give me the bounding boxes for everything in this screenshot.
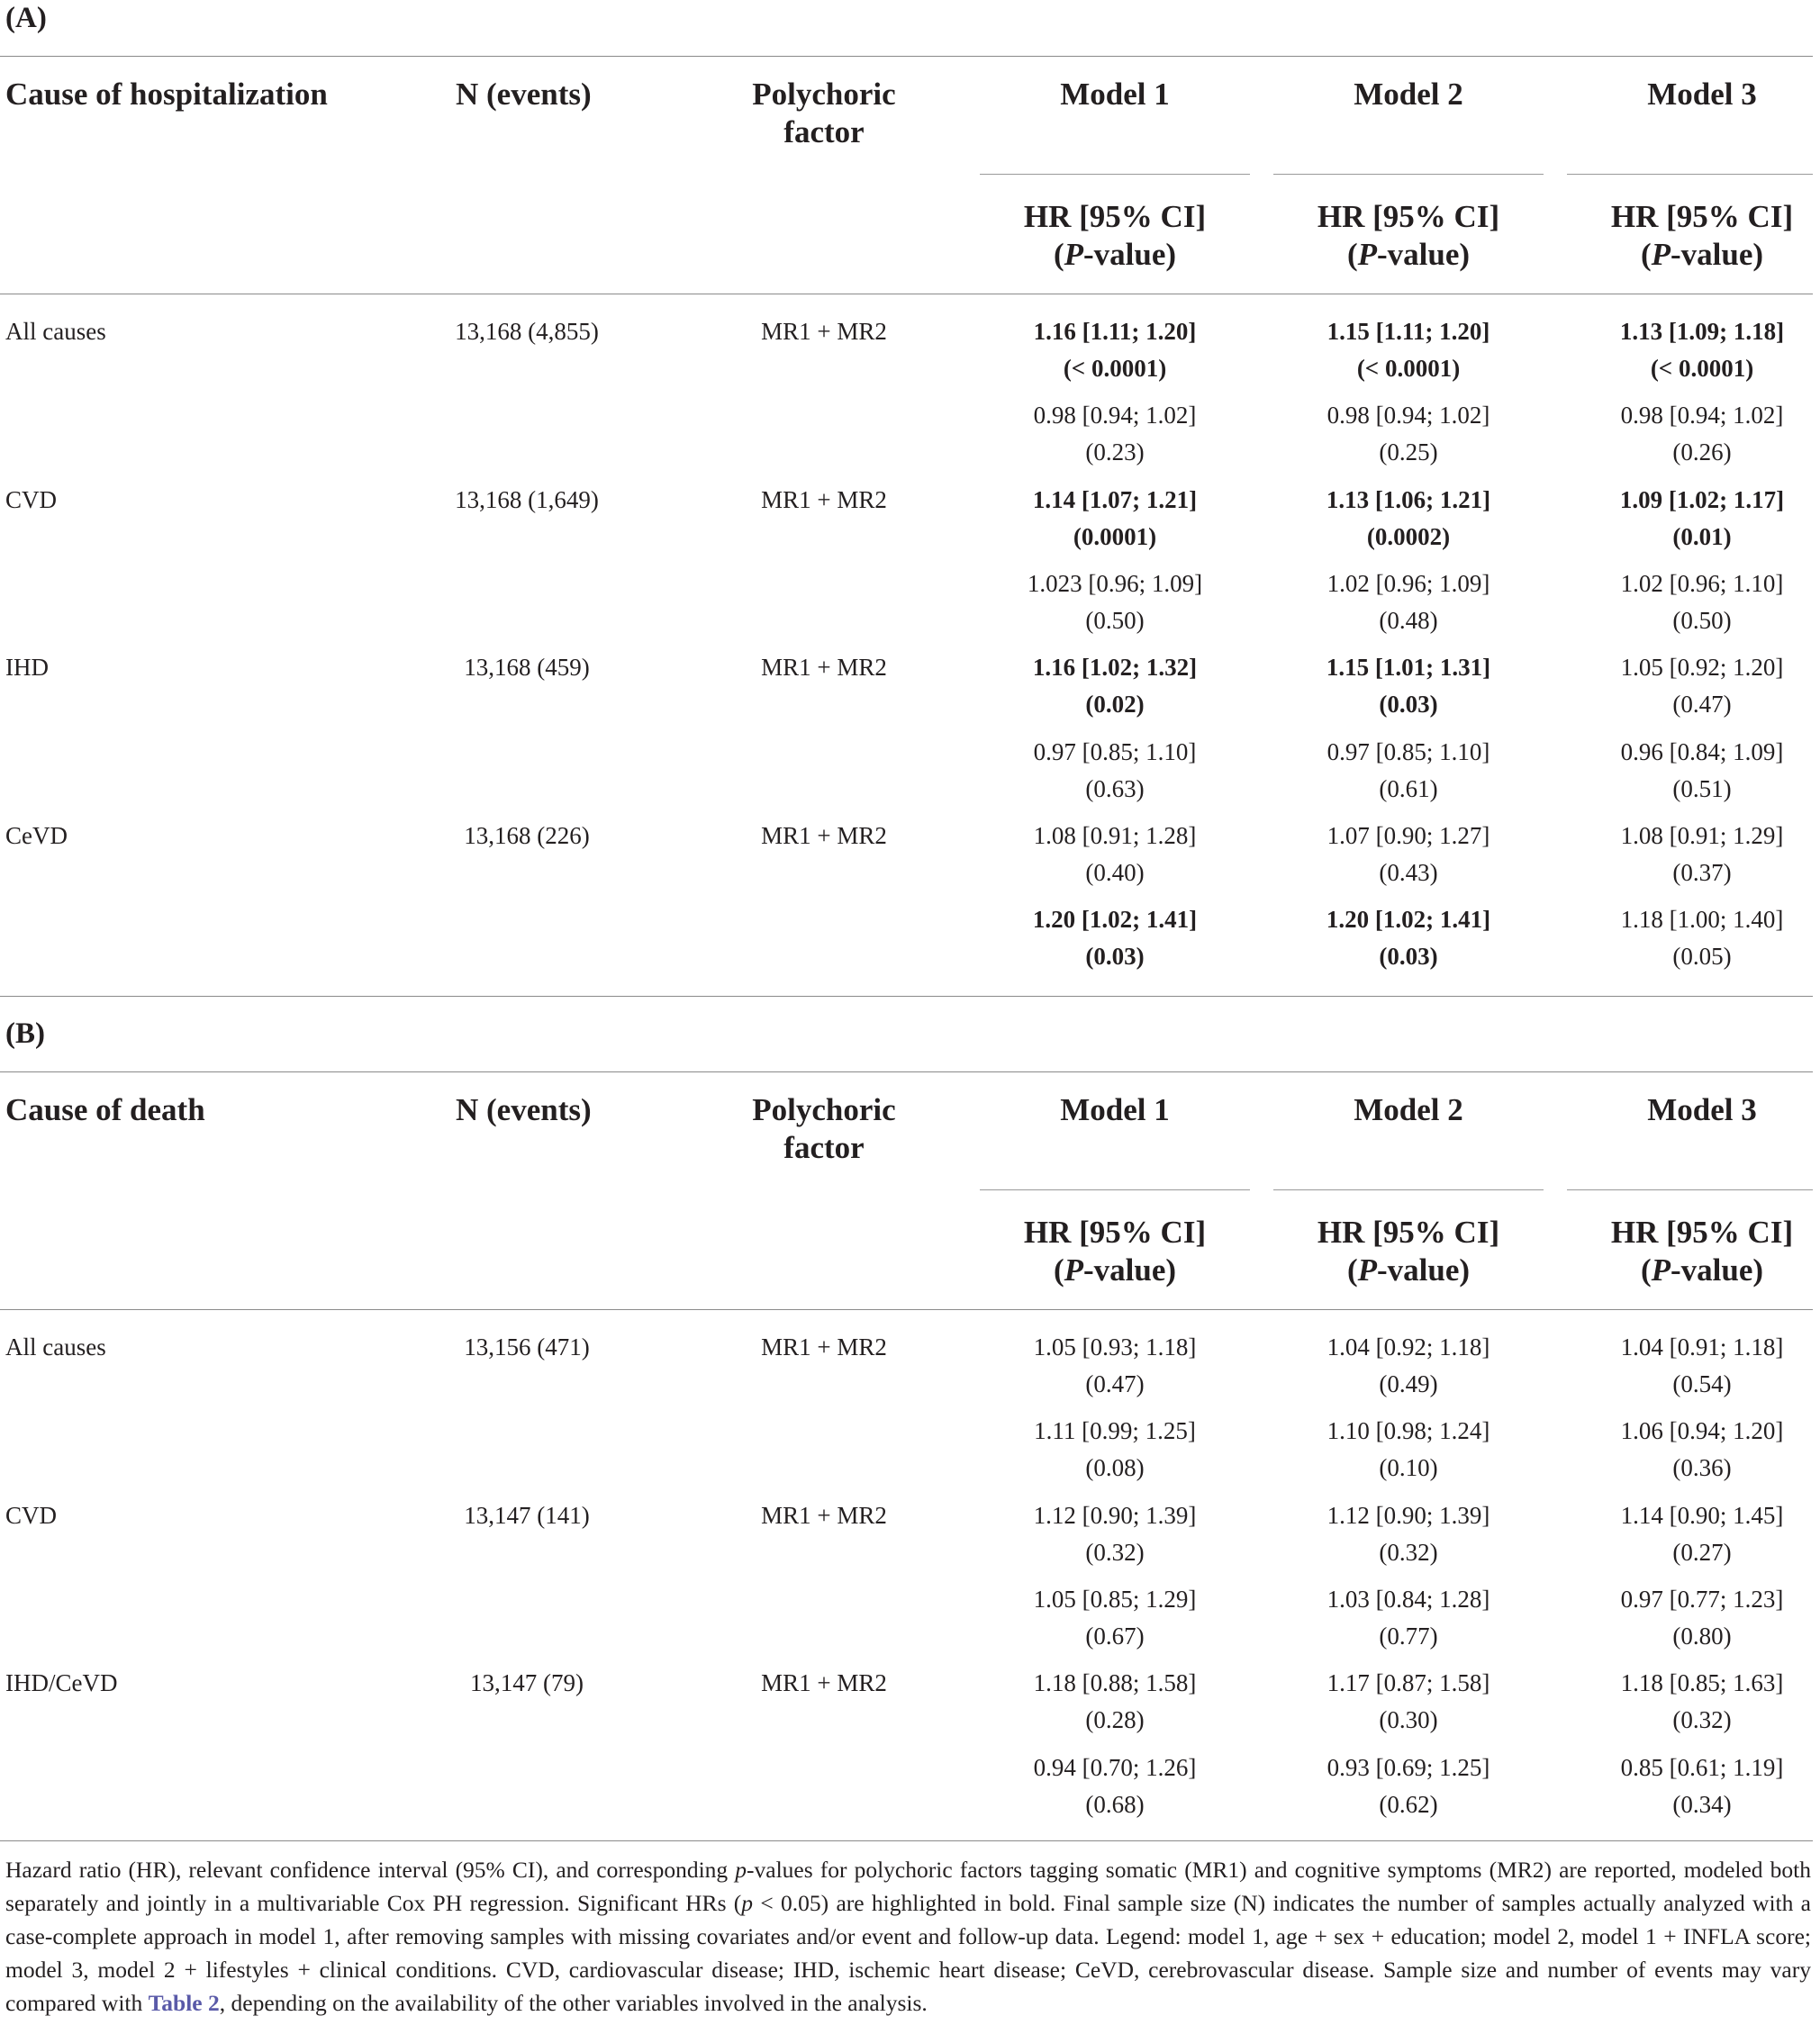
hr-value: 1.17 [0.87; 1.58]: [1327, 1669, 1490, 1697]
p-value: (0.30): [1379, 1706, 1438, 1734]
col-header-model-1-b: Model 1: [1060, 1092, 1170, 1127]
cell-model-3: [1567, 818, 1820, 891]
cell-model-2: [1273, 1329, 1544, 1403]
hr-value: 1.02 [0.96; 1.10]: [1620, 569, 1784, 597]
cell-n-events: 13,168 (459): [464, 654, 590, 682]
table-row: [0, 565, 1820, 650]
cell-factor: MR1 + MR2: [761, 1501, 887, 1529]
p-value: (0.03): [1085, 943, 1145, 971]
hr-value: 1.03 [0.84; 1.28]: [1327, 1585, 1490, 1613]
p-value: (0.05): [1672, 943, 1732, 971]
cell-model-2: [1273, 1581, 1544, 1655]
hr-value: 1.023 [0.96; 1.09]: [1027, 569, 1203, 597]
cell-model-1: [980, 1581, 1250, 1655]
p-value: (0.61): [1379, 774, 1438, 802]
table-row: [0, 1665, 1820, 1749]
cell-model-1: [980, 1497, 1250, 1571]
subheader-model-1: HR [95% CI] (P-value): [1023, 199, 1207, 272]
hr-value: 0.97 [0.77; 1.23]: [1620, 1585, 1784, 1613]
hr-value: 1.14 [0.90; 1.45]: [1620, 1501, 1784, 1529]
cell-n-events: 13,156 (471): [464, 1333, 590, 1361]
cell-model-2: [1273, 313, 1544, 387]
hr-value: 1.14 [1.07; 1.21]: [1032, 485, 1198, 513]
cell-model-2: [1273, 649, 1544, 723]
subheader-model-3-b: HR [95% CI] (P-value): [1610, 1215, 1794, 1288]
cell-factor: MR1 + MR2: [761, 1333, 887, 1361]
hr-value: 1.04 [0.92; 1.18]: [1327, 1333, 1490, 1361]
cell-model-2: [1273, 1413, 1544, 1487]
hr-value: 1.15 [1.11; 1.20]: [1327, 318, 1490, 345]
section-b-label: (B): [5, 1017, 45, 1050]
hr-value: 1.15 [1.01; 1.31]: [1326, 654, 1491, 682]
section-b-header-rule: [0, 1309, 1813, 1310]
cell-cause: All causes: [5, 1333, 106, 1361]
p-value: (0.36): [1672, 1454, 1732, 1482]
cell-model-2: [1273, 1497, 1544, 1571]
hr-value: 1.05 [0.93; 1.18]: [1033, 1333, 1197, 1361]
p-value: (0.01): [1672, 522, 1732, 550]
cell-model-3: [1567, 565, 1820, 639]
table-row: [0, 734, 1820, 818]
p-value: (0.32): [1672, 1706, 1732, 1734]
col-header-model-2-b: Model 2: [1354, 1092, 1463, 1127]
hr-value: 1.18 [0.88; 1.58]: [1033, 1669, 1197, 1697]
hr-value: 1.11 [0.99; 1.25]: [1034, 1417, 1196, 1445]
p-value: (0.08): [1085, 1454, 1145, 1482]
cell-model-2: [1273, 482, 1544, 556]
cell-model-3: [1567, 649, 1820, 723]
hr-value: 1.20 [1.02; 1.41]: [1326, 906, 1491, 934]
table-footnote: Hazard ratio (HR), relevant confidence interval (95% CI), and corresponding p-values for polychoric factors tagging somatic (MR1) and cognitive symptoms (MR2) are reported, modeled both separately and jointly in a multivariable Cox PH regression. Significant HRs (p < 0.05) are highlighted in bold. Final sample size (N) indicates the number of samples actually analyzed with a case-complete approach in model 1, after removing samples with missing covariates and/or event and follow-up data. Legend: model 1, age + sex + education; model 2, model 1 + INFLA score; model 3, model 2 + lifestyles + clinical conditions. CVD, cardiovascular disease; IHD, ischemic heart disease; CeVD, cerebrovascular disease. Sample size and number of events may vary compared with Table 2, depending on the availability of the other variables involved in the analysis.: [5, 1857, 1811, 2016]
table-row: [0, 1413, 1820, 1497]
hr-value: 1.04 [0.91; 1.18]: [1620, 1333, 1784, 1361]
p-value: (0.32): [1085, 1538, 1145, 1566]
table-row: [0, 1329, 1820, 1414]
hr-value: 1.05 [0.92; 1.20]: [1620, 654, 1784, 682]
cell-model-1: [980, 1665, 1250, 1739]
hr-value: 1.02 [0.96; 1.09]: [1327, 569, 1490, 597]
p-value: (0.77): [1379, 1622, 1438, 1650]
hr-value: 1.12 [0.90; 1.39]: [1327, 1501, 1490, 1529]
section-b-bottom-rule: [0, 1840, 1813, 1841]
hr-value: 0.93 [0.69; 1.25]: [1327, 1753, 1490, 1781]
cell-cause: IHD: [5, 654, 49, 682]
hr-value: 1.18 [1.00; 1.40]: [1620, 906, 1784, 934]
model-3-rule: [1567, 174, 1813, 175]
hr-value: 1.08 [0.91; 1.28]: [1033, 821, 1197, 849]
cell-model-3: [1567, 901, 1820, 975]
hr-value: 1.20 [1.02; 1.41]: [1032, 906, 1198, 934]
cell-model-2: [1273, 397, 1544, 471]
p-value: (0.43): [1379, 858, 1438, 886]
cell-model-2: [1273, 901, 1544, 975]
cell-model-1: [980, 565, 1250, 639]
cell-factor: MR1 + MR2: [761, 654, 887, 682]
hr-value: 1.05 [0.85; 1.29]: [1033, 1585, 1197, 1613]
section-a-label: (A): [5, 2, 47, 34]
cell-cause: CVD: [5, 1501, 58, 1529]
cell-n-events: 13,168 (1,649): [455, 485, 599, 513]
p-value: (0.54): [1672, 1370, 1732, 1397]
subheader-model-1-b: HR [95% CI] (P-value): [1023, 1215, 1207, 1288]
cell-model-1: [980, 818, 1250, 891]
cell-model-3: [1567, 1413, 1820, 1487]
hr-value: 0.97 [0.85; 1.10]: [1033, 737, 1197, 765]
cell-model-3: [1567, 1665, 1820, 1739]
cell-model-2: [1273, 1749, 1544, 1823]
cell-model-3: [1567, 1329, 1820, 1403]
hr-value: 1.09 [1.02; 1.17]: [1619, 485, 1785, 513]
p-value: (< 0.0001): [1356, 355, 1461, 382]
table-row: [0, 1497, 1820, 1582]
table-row: [0, 397, 1820, 482]
cell-model-2: [1273, 818, 1544, 891]
cell-model-1: [980, 901, 1250, 975]
col-header-cause: Cause of hospitalization: [5, 77, 328, 112]
hr-value: 1.13 [1.06; 1.21]: [1326, 485, 1491, 513]
p-value: (0.28): [1085, 1706, 1145, 1734]
p-value: (0.47): [1672, 691, 1732, 719]
col-header-n: N (events): [456, 77, 592, 112]
hr-value: 0.96 [0.84; 1.09]: [1620, 737, 1784, 765]
table-row: [0, 1581, 1820, 1666]
p-value: (0.40): [1085, 858, 1145, 886]
cell-factor: MR1 + MR2: [761, 821, 887, 849]
p-value: (0.37): [1672, 858, 1732, 886]
hr-value: 0.98 [0.94; 1.02]: [1620, 402, 1784, 429]
table-row: [0, 313, 1820, 398]
hr-value: 1.18 [0.85; 1.63]: [1620, 1669, 1784, 1697]
cell-model-2: [1273, 1665, 1544, 1739]
p-value: (0.03): [1379, 943, 1438, 971]
p-value: (0.10): [1379, 1454, 1438, 1482]
cell-model-3: [1567, 397, 1820, 471]
p-value: (0.48): [1379, 606, 1438, 634]
col-header-cause-b: Cause of death: [5, 1092, 205, 1127]
cell-factor: MR1 + MR2: [761, 318, 887, 345]
p-value: (0.02): [1085, 691, 1145, 719]
p-value: (0.03): [1379, 691, 1438, 719]
cell-cause: CVD: [5, 485, 58, 513]
col-header-model-3-b: Model 3: [1647, 1092, 1757, 1127]
cell-model-3: [1567, 482, 1820, 556]
col-header-n-b: N (events): [456, 1092, 592, 1127]
cell-model-1: [980, 1749, 1250, 1823]
col-header-factor: Polychoric factor: [752, 77, 896, 149]
p-value: (0.26): [1672, 438, 1732, 466]
cell-n-events: 13,168 (4,855): [455, 318, 599, 345]
col-header-model-2: Model 2: [1354, 77, 1463, 112]
p-value: (0.0001): [1073, 522, 1157, 550]
hr-value: 1.16 [1.02; 1.32]: [1032, 654, 1198, 682]
p-value: (0.0002): [1366, 522, 1451, 550]
table-row: [0, 1749, 1820, 1834]
cell-model-3: [1567, 1497, 1820, 1571]
cell-model-1: [980, 313, 1250, 387]
table-row: [0, 818, 1820, 902]
cell-model-2: [1273, 565, 1544, 639]
hr-value: 1.07 [0.90; 1.27]: [1327, 821, 1490, 849]
p-value: (0.63): [1085, 774, 1145, 802]
hr-value: 1.16 [1.11; 1.20]: [1033, 318, 1197, 345]
cell-model-3: [1567, 1749, 1820, 1823]
model-2-rule: [1273, 174, 1544, 175]
model-3-rule-b: [1567, 1189, 1813, 1190]
table-row: [0, 649, 1820, 734]
hr-value: 0.85 [0.61; 1.19]: [1620, 1753, 1784, 1781]
hr-value: 0.98 [0.94; 1.02]: [1033, 402, 1197, 429]
cell-model-1: [980, 1329, 1250, 1403]
cell-cause: IHD/CeVD: [5, 1669, 118, 1697]
hr-value: 0.98 [0.94; 1.02]: [1327, 402, 1490, 429]
col-header-model-1: Model 1: [1060, 77, 1170, 112]
p-value: (< 0.0001): [1650, 355, 1754, 382]
cell-model-2: [1273, 734, 1544, 808]
section-b-top-rule: [0, 1071, 1813, 1072]
section-a-bottom-rule: [0, 996, 1813, 997]
model-1-rule-b: [980, 1189, 1250, 1190]
col-header-model-3: Model 3: [1647, 77, 1757, 112]
cell-model-1: [980, 1413, 1250, 1487]
p-value: (0.67): [1085, 1622, 1145, 1650]
hr-value: 1.06 [0.94; 1.20]: [1620, 1417, 1784, 1445]
cell-model-1: [980, 734, 1250, 808]
cell-model-3: [1567, 1581, 1820, 1655]
cell-n-events: 13,147 (141): [464, 1501, 590, 1529]
hr-value: 0.97 [0.85; 1.10]: [1327, 737, 1490, 765]
cell-model-3: [1567, 734, 1820, 808]
section-a-top-rule: [0, 56, 1813, 57]
subheader-model-3: HR [95% CI] (P-value): [1610, 199, 1794, 272]
cell-n-events: 13,147 (79): [470, 1669, 584, 1697]
model-1-rule: [980, 174, 1250, 175]
p-value: (0.51): [1672, 774, 1732, 802]
p-value: (0.68): [1085, 1790, 1145, 1818]
cell-factor: MR1 + MR2: [761, 485, 887, 513]
cell-model-1: [980, 482, 1250, 556]
cell-model-1: [980, 649, 1250, 723]
cell-factor: MR1 + MR2: [761, 1669, 887, 1697]
subheader-model-2: HR [95% CI] (P-value): [1317, 199, 1500, 272]
p-value: (0.32): [1379, 1538, 1438, 1566]
p-value: (0.62): [1379, 1790, 1438, 1818]
hr-value: 1.10 [0.98; 1.24]: [1327, 1417, 1490, 1445]
p-value: (0.23): [1085, 438, 1145, 466]
table-2-link[interactable]: Table 2: [148, 1990, 220, 2016]
hr-value: 1.08 [0.91; 1.29]: [1620, 821, 1784, 849]
p-value: (0.50): [1085, 606, 1145, 634]
hr-value: 1.12 [0.90; 1.39]: [1033, 1501, 1197, 1529]
cell-n-events: 13,168 (226): [464, 821, 590, 849]
cell-model-3: [1567, 313, 1820, 387]
model-2-rule-b: [1273, 1189, 1544, 1190]
col-header-factor-b: Polychoric factor: [752, 1092, 896, 1165]
p-value: (< 0.0001): [1063, 355, 1167, 382]
p-value: (0.25): [1379, 438, 1438, 466]
table-row: [0, 901, 1820, 986]
hr-value: 1.13 [1.09; 1.18]: [1619, 318, 1785, 345]
p-value: (0.80): [1672, 1622, 1732, 1650]
hr-value: 0.94 [0.70; 1.26]: [1033, 1753, 1197, 1781]
p-value: (0.50): [1672, 606, 1732, 634]
table-row: [0, 482, 1820, 566]
p-value: (0.34): [1672, 1790, 1732, 1818]
cell-cause: CeVD: [5, 821, 68, 849]
p-value: (0.49): [1379, 1370, 1438, 1397]
p-value: (0.27): [1672, 1538, 1732, 1566]
subheader-model-2-b: HR [95% CI] (P-value): [1317, 1215, 1500, 1288]
cell-model-1: [980, 397, 1250, 471]
p-value: (0.47): [1085, 1370, 1145, 1397]
cell-cause: All causes: [5, 318, 106, 345]
